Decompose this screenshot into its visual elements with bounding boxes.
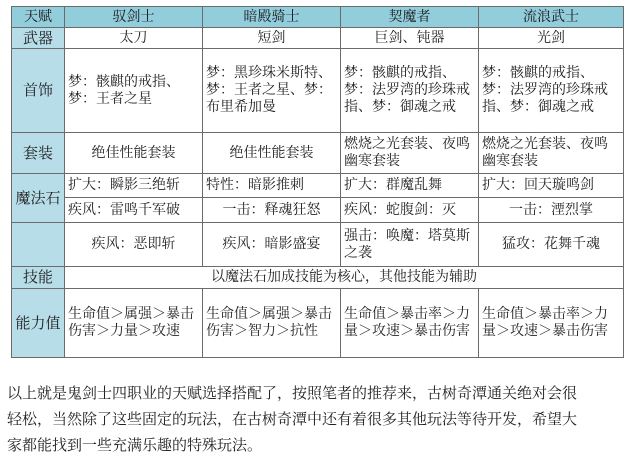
accessory-row bbox=[12, 49, 624, 133]
row-label-weapon: 武器 bbox=[12, 28, 65, 49]
weapon-cell: 巨剑、钝器 bbox=[341, 28, 479, 49]
magic-stone-row-3 bbox=[12, 223, 624, 267]
row-label-ability: 能力值 bbox=[12, 289, 65, 358]
magic-stone-cell: 猛攻：花舞千魂 bbox=[479, 223, 624, 267]
row-label-magic-stone: 魔法石 bbox=[12, 174, 65, 223]
skill-row bbox=[12, 267, 624, 289]
paragraph-line: 轻松，当然除了这些固定的玩法，在古树奇潭中还有着很多其他玩法等待开发，希望大 bbox=[7, 410, 578, 428]
weapon-cell: 短剑 bbox=[203, 28, 341, 49]
row-label-skill: 技能 bbox=[12, 267, 65, 289]
talent-table bbox=[11, 6, 624, 358]
weapon-cell: 光剑 bbox=[479, 28, 624, 49]
magic-stone-cell: 强击：唤魔：塔莫斯之袭 bbox=[341, 223, 479, 267]
magic-stone-row-2 bbox=[12, 198, 624, 223]
magic-stone-row-1 bbox=[12, 174, 624, 198]
ability-cell: 生命值＞属强＞暴击伤害＞力量＞攻速 bbox=[65, 289, 203, 358]
magic-stone-cell: 扩大：群魔乱舞 bbox=[341, 174, 479, 198]
row-label-accessory: 首饰 bbox=[12, 49, 65, 133]
header-cell-vagabond: 流浪武士 bbox=[479, 7, 624, 28]
magic-stone-cell: 一击：湮烈掌 bbox=[479, 198, 624, 223]
row-label-set: 套装 bbox=[12, 133, 65, 174]
magic-stone-cell: 扩大：回天璇鸣剑 bbox=[479, 174, 624, 198]
weapon-row bbox=[12, 28, 624, 49]
magic-stone-cell: 扩大：瞬影三绝斩 bbox=[65, 174, 203, 198]
set-cell: 燃烧之光套装、夜鸣幽寒套装 bbox=[341, 133, 479, 174]
row-label-magic-stone-blank bbox=[12, 223, 65, 267]
magic-stone-cell: 一击：释魂狂怒 bbox=[203, 198, 341, 223]
skill-cell: 以魔法石加成技能为核心，其他技能为辅助 bbox=[65, 267, 624, 289]
ability-cell: 生命值＞属强＞暴击伤害＞智力＞抗性 bbox=[203, 289, 341, 358]
accessory-cell: 梦：骸麒的戒指、梦：法罗湾的珍珠戒指、梦：御魂之戒 bbox=[479, 49, 624, 133]
ability-cell: 生命值＞暴击率＞力量＞攻速＞暴击伤害 bbox=[341, 289, 479, 358]
magic-stone-cell: 疾风：暗影盛宴 bbox=[203, 223, 341, 267]
summary-paragraph bbox=[7, 380, 637, 458]
header-cell-blade-master: 驭剑士 bbox=[65, 7, 203, 28]
header-cell-dark-templar: 暗殿骑士 bbox=[203, 7, 341, 28]
header-cell-demon-slayer: 契魔者 bbox=[341, 7, 479, 28]
magic-stone-cell: 疾风：恶即斩 bbox=[65, 223, 203, 267]
header-row bbox=[12, 7, 624, 28]
accessory-cell: 梦：黑珍珠米斯特、梦：王者之星、梦：布里希加曼 bbox=[203, 49, 341, 133]
ability-row bbox=[12, 289, 624, 358]
ability-cell: 生命值＞暴击率＞力量＞攻速＞暴击伤害 bbox=[479, 289, 624, 358]
magic-stone-cell: 疾风：雷鸣千军破 bbox=[65, 198, 203, 223]
set-cell: 绝佳性能套装 bbox=[65, 133, 203, 174]
magic-stone-cell: 疾风：蛇腹剑：灭 bbox=[341, 198, 479, 223]
header-cell-talent: 天赋 bbox=[12, 7, 65, 28]
set-cell: 燃烧之光套装、夜鸣幽寒套装 bbox=[479, 133, 624, 174]
weapon-cell: 太刀 bbox=[65, 28, 203, 49]
paragraph-line: 家都能找到一些充满乐趣的特殊玩法。 bbox=[7, 436, 263, 454]
magic-stone-cell: 特性：暗影推刺 bbox=[203, 174, 341, 198]
paragraph-line: 以上就是鬼剑士四职业的天赋选择搭配了，按照笔者的推荐来，古树奇潭通关绝对会很 bbox=[7, 384, 578, 402]
set-row bbox=[12, 133, 624, 174]
accessory-cell: 梦：骸麒的戒指、梦：法罗湾的珍珠戒指、梦：御魂之戒 bbox=[341, 49, 479, 133]
set-cell: 绝佳性能套装 bbox=[203, 133, 341, 174]
accessory-cell: 梦：骸麒的戒指、梦：王者之星 bbox=[65, 49, 203, 133]
